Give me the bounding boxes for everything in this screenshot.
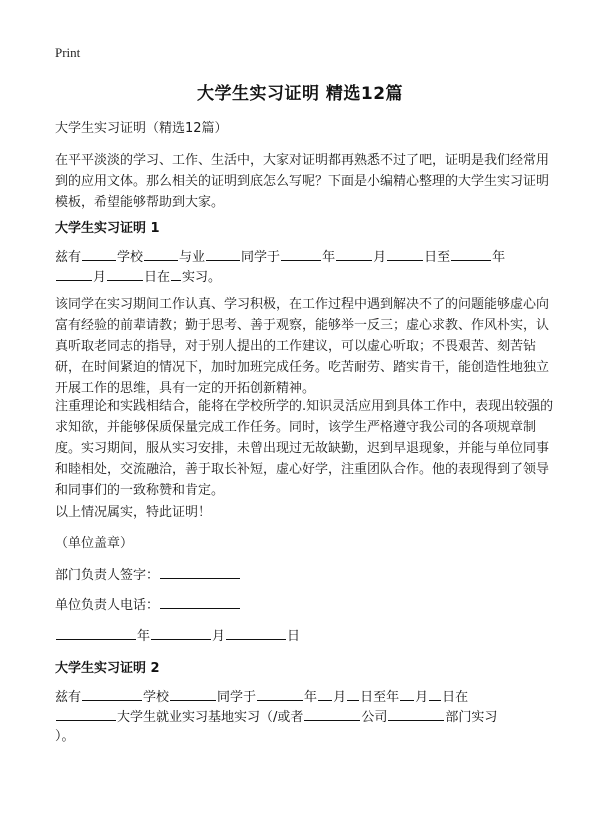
section2-form-line3: ）。 — [55, 729, 75, 744]
section1-heading: 大学生实习证明 1 — [55, 221, 160, 236]
form-text: 大学生就业实习基地实习（/或者 — [117, 710, 304, 725]
section1-paragraph2: 注重理论和实践相结合，能将在学校所学的.知识灵活应用到具体工作中，表现出较强的求知欲，并能够保质保量完成工作任务。同时，该学生严格遵守我公司的各项规章制度。实习期间，服从实习安排，未曾出现过无故缺勤，迟到早退现象，并能与单位同事和睦相处，交流融洽，善于取长补短，虚心好学，注重团队合作。他的表现得到了领导和同事们的一致称赞和肯定。 — [55, 399, 554, 498]
blank-field — [281, 246, 321, 261]
section1-form-line1 — [55, 246, 505, 268]
form-text: 月 — [333, 690, 347, 705]
blank-field — [388, 706, 444, 721]
blank-field — [451, 246, 491, 261]
page-title: 大学生实习证明 精选12篇 — [196, 84, 404, 104]
form-text: 部门实习 — [445, 710, 498, 725]
blank-field — [318, 686, 332, 701]
blank-field — [160, 594, 240, 609]
blank-field — [144, 246, 178, 261]
dept-sign-label: 部门负责人签字： — [55, 568, 160, 583]
blank-field — [387, 246, 423, 261]
section1-closing: 以上情况属实，特此证明！ — [55, 505, 212, 520]
section2-form-line2 — [55, 706, 497, 728]
blank-field — [347, 686, 359, 701]
blank-field — [170, 686, 216, 701]
date-month-label: 月 — [212, 629, 226, 644]
date-year-label: 年 — [137, 629, 151, 644]
blank-field — [206, 246, 240, 261]
blank-field — [226, 625, 286, 640]
blank-field — [160, 564, 240, 579]
form-text: 兹有 — [55, 250, 82, 265]
form-text: 日在 — [144, 270, 171, 285]
blank-field — [171, 266, 181, 281]
blank-field — [82, 686, 142, 701]
intro-subtitle: 大学生实习证明（精选12篇） — [55, 121, 228, 136]
section1-stamp: （单位盖章） — [55, 536, 134, 551]
form-text: 实习。 — [182, 270, 222, 285]
form-text: 日在 — [442, 690, 469, 705]
unit-phone-label: 单位负责人电话： — [55, 598, 160, 613]
section2-form-line1 — [55, 686, 468, 708]
form-text: 同学于 — [241, 250, 281, 265]
blank-field — [304, 706, 360, 721]
section1-form-line2 — [55, 266, 221, 288]
form-text: 同学于 — [217, 690, 257, 705]
blank-field — [429, 686, 441, 701]
date-line — [55, 625, 300, 647]
form-text: 月 — [415, 690, 429, 705]
form-text: 学校 — [143, 690, 170, 705]
unit-phone-line — [55, 594, 241, 616]
blank-field — [400, 686, 414, 701]
blank-field — [56, 706, 116, 721]
form-text: 与业 — [179, 250, 206, 265]
section1-paragraph1: 该同学在实习期间工作认真、学习积极，在工作过程中遇到解决不了的问题能够虚心向富有经验的前辈请教；勤于思考、善于观察，能够举一反三；虚心求教、作风朴实，认真听取老同志的指导，对于别人提出的工作建议，可以虚心听取；不畏艰苦、刻苦钻研，在时间紧迫的情况下，加时加班完成任务。吃苦耐劳、踏实肯干，能创造性地独立开展工作的思维，具有一定的开拓创新精神。 — [55, 297, 550, 396]
form-text: 学校 — [117, 250, 144, 265]
form-text: 月 — [373, 250, 387, 265]
form-text: 日至 — [424, 250, 451, 265]
blank-field — [82, 246, 116, 261]
form-text: 兹有 — [55, 690, 82, 705]
blank-field — [56, 266, 92, 281]
form-text: 日至年 — [360, 690, 400, 705]
section2-heading: 大学生实习证明 2 — [55, 661, 160, 676]
form-text: 公司 — [361, 710, 388, 725]
dept-sign-line — [55, 564, 241, 586]
blank-field — [56, 625, 136, 640]
form-text: 年 — [322, 250, 336, 265]
form-text: 年 — [304, 690, 318, 705]
blank-field — [107, 266, 143, 281]
blank-field — [336, 246, 372, 261]
form-text: 月 — [93, 270, 107, 285]
form-text: 年 — [492, 250, 506, 265]
blank-field — [257, 686, 303, 701]
blank-field — [151, 625, 211, 640]
intro-paragraph: 在平平淡淡的学习、工作、生活中，大家对证明都再熟悉不过了吧，证明是我们经常用到的应用文体。那么相关的证明到底怎么写呢？下面是小编精心整理的大学生实习证明模板，希望能够帮助到大家。 — [55, 153, 550, 210]
date-day-label: 日 — [287, 629, 301, 644]
print-label[interactable]: Print — [55, 45, 81, 60]
